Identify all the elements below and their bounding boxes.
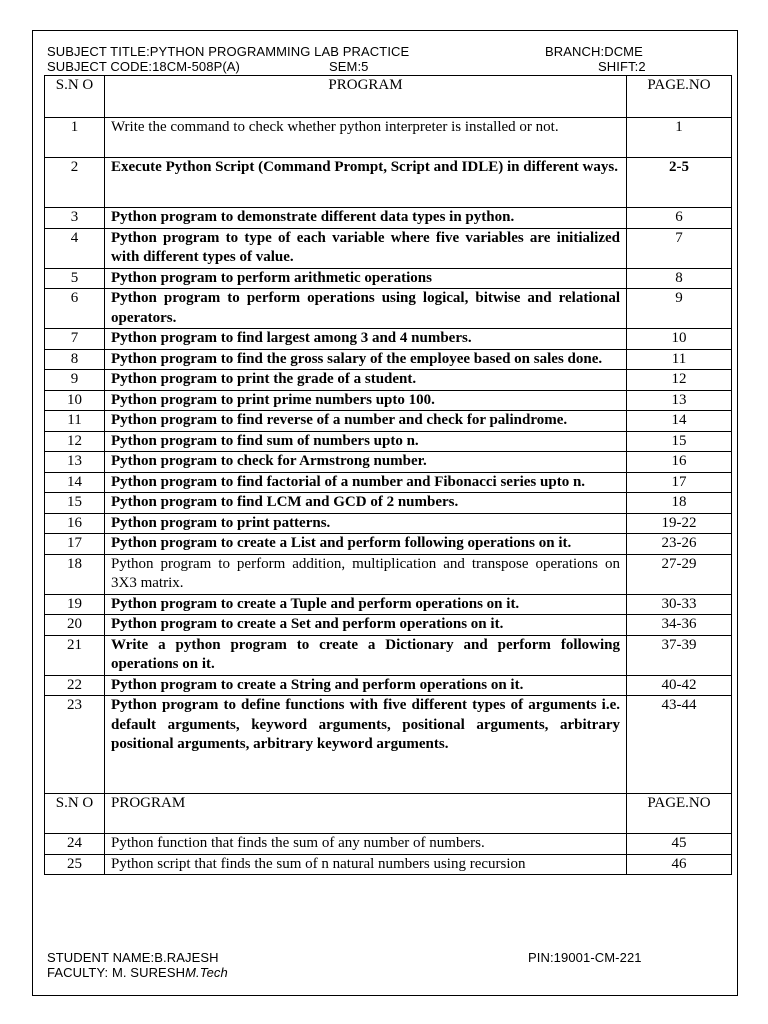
row-sno: 1: [45, 118, 105, 158]
row-page: 12: [627, 370, 732, 391]
table-row: [45, 554, 732, 594]
row-page: 9: [627, 289, 732, 329]
table-row: [45, 158, 732, 208]
program-header: PROGRAM: [105, 76, 627, 118]
row-sno: 10: [45, 390, 105, 411]
table-row: [45, 208, 732, 229]
table-row: [45, 370, 732, 391]
student-pin: PIN:19001-CM-221: [528, 950, 642, 965]
row-page: 40-42: [627, 675, 732, 696]
table-row: [45, 411, 732, 432]
row-sno: 24: [45, 834, 105, 855]
row-page: 16: [627, 452, 732, 473]
faculty-degree: M.Tech: [185, 965, 228, 980]
table-row: [45, 390, 732, 411]
row-sno: 18: [45, 554, 105, 594]
row-sno: 22: [45, 675, 105, 696]
row-program: Python program to define functions with five different types of arguments i.e. default arguments, keyword arguments, positional arguments, arbitrary positional arguments, arbitrary keyword arguments.: [105, 696, 627, 794]
table-row: [45, 594, 732, 615]
row-program: Write the command to check whether python interpreter is installed or not.: [105, 118, 627, 158]
table-row: [45, 349, 732, 370]
row-page: 45: [627, 834, 732, 855]
row-sno: 21: [45, 635, 105, 675]
table-row: [45, 854, 732, 875]
row-sno: 4: [45, 228, 105, 268]
row-page: 18: [627, 493, 732, 514]
row-program: Python program to perform operations using logical, bitwise and relational operators.: [105, 289, 627, 329]
row-program: Write a python program to create a Dictionary and perform following operations on it.: [105, 635, 627, 675]
row-sno: 16: [45, 513, 105, 534]
row-sno: 3: [45, 208, 105, 229]
row-page: 15: [627, 431, 732, 452]
table-header-row: [45, 76, 732, 118]
row-page: 19-22: [627, 513, 732, 534]
row-program: Python program to create a Tuple and perform operations on it.: [105, 594, 627, 615]
row-page: 37-39: [627, 635, 732, 675]
row-sno: 6: [45, 289, 105, 329]
row-sno: 15: [45, 493, 105, 514]
row-sno: 5: [45, 268, 105, 289]
row-page: 13: [627, 390, 732, 411]
row-program: Python program to create a List and perform following operations on it.: [105, 534, 627, 555]
program-header: PROGRAM: [105, 794, 627, 834]
row-page: 10: [627, 329, 732, 350]
shift: SHIFT:2: [598, 59, 646, 74]
student-name: STUDENT NAME:B.RAJESH: [47, 950, 219, 965]
row-program: Python program to check for Armstrong number.: [105, 452, 627, 473]
page-header: PAGE.NO: [627, 76, 732, 118]
table-row: [45, 834, 732, 855]
table-row: [45, 696, 732, 794]
row-page: 11: [627, 349, 732, 370]
row-sno: 11: [45, 411, 105, 432]
row-page: 7: [627, 228, 732, 268]
row-program: Python program to print the grade of a student.: [105, 370, 627, 391]
row-page: 1: [627, 118, 732, 158]
row-program: Python program to find reverse of a number and check for palindrome.: [105, 411, 627, 432]
table-row: [45, 329, 732, 350]
row-sno: 14: [45, 472, 105, 493]
table-row: [45, 118, 732, 158]
row-sno: 13: [45, 452, 105, 473]
row-program: Execute Python Script (Command Prompt, Script and IDLE) in different ways.: [105, 158, 627, 208]
row-sno: 2: [45, 158, 105, 208]
row-page: 46: [627, 854, 732, 875]
row-program: Python program to perform addition, multiplication and transpose operations on 3X3 matrix.: [105, 554, 627, 594]
row-sno: 7: [45, 329, 105, 350]
row-page: 30-33: [627, 594, 732, 615]
row-program: Python program to create a String and perform operations on it.: [105, 675, 627, 696]
table-row: [45, 615, 732, 636]
row-page: 43-44: [627, 696, 732, 794]
table-row: [45, 289, 732, 329]
table-row: [45, 534, 732, 555]
row-program: Python program to type of each variable where five variables are initialized with different types of value.: [105, 228, 627, 268]
row-sno: 9: [45, 370, 105, 391]
row-program: Python program to create a Set and perform operations on it.: [105, 615, 627, 636]
row-page: 2-5: [627, 158, 732, 208]
row-sno: 20: [45, 615, 105, 636]
table-row: [45, 635, 732, 675]
table-row: [45, 493, 732, 514]
row-program: Python program to print prime numbers upto 100.: [105, 390, 627, 411]
table-header-row-2: [45, 794, 732, 834]
table-row: [45, 452, 732, 473]
row-program: Python program to find factorial of a number and Fibonacci series upto n.: [105, 472, 627, 493]
sno-header: S.N O: [45, 794, 105, 834]
row-page: 8: [627, 268, 732, 289]
row-program: Python program to find sum of numbers upto n.: [105, 431, 627, 452]
table-row: [45, 472, 732, 493]
row-sno: 12: [45, 431, 105, 452]
branch: BRANCH:DCME: [545, 44, 643, 59]
row-sno: 17: [45, 534, 105, 555]
row-sno: 25: [45, 854, 105, 875]
contents-table: [44, 75, 732, 875]
row-sno: 8: [45, 349, 105, 370]
table-row: [45, 268, 732, 289]
page-header: PAGE.NO: [627, 794, 732, 834]
sno-header: S.N O: [45, 76, 105, 118]
table-row: [45, 675, 732, 696]
faculty-name: FACULTY: M. SURESH: [47, 965, 186, 980]
row-page: 17: [627, 472, 732, 493]
row-program: Python program to find the gross salary of the employee based on sales done.: [105, 349, 627, 370]
row-page: 6: [627, 208, 732, 229]
row-page: 34-36: [627, 615, 732, 636]
row-program: Python script that finds the sum of n natural numbers using recursion: [105, 854, 627, 875]
row-program: Python program to perform arithmetic operations: [105, 268, 627, 289]
row-program: Python function that finds the sum of any number of numbers.: [105, 834, 627, 855]
table-row: [45, 513, 732, 534]
table-row: [45, 431, 732, 452]
row-page: 27-29: [627, 554, 732, 594]
row-page: 14: [627, 411, 732, 432]
row-page: 23-26: [627, 534, 732, 555]
row-program: Python program to print patterns.: [105, 513, 627, 534]
subject-title: SUBJECT TITLE:PYTHON PROGRAMMING LAB PRACTICE: [47, 44, 410, 59]
row-program: Python program to find largest among 3 and 4 numbers.: [105, 329, 627, 350]
table-row: [45, 228, 732, 268]
semester: SEM:5: [329, 59, 369, 74]
subject-code: SUBJECT CODE:18CM-508P(A): [47, 59, 240, 74]
faculty-line: [47, 965, 228, 980]
row-sno: 19: [45, 594, 105, 615]
row-program: Python program to find LCM and GCD of 2 numbers.: [105, 493, 627, 514]
row-sno: 23: [45, 696, 105, 794]
row-program: Python program to demonstrate different data types in python.: [105, 208, 627, 229]
